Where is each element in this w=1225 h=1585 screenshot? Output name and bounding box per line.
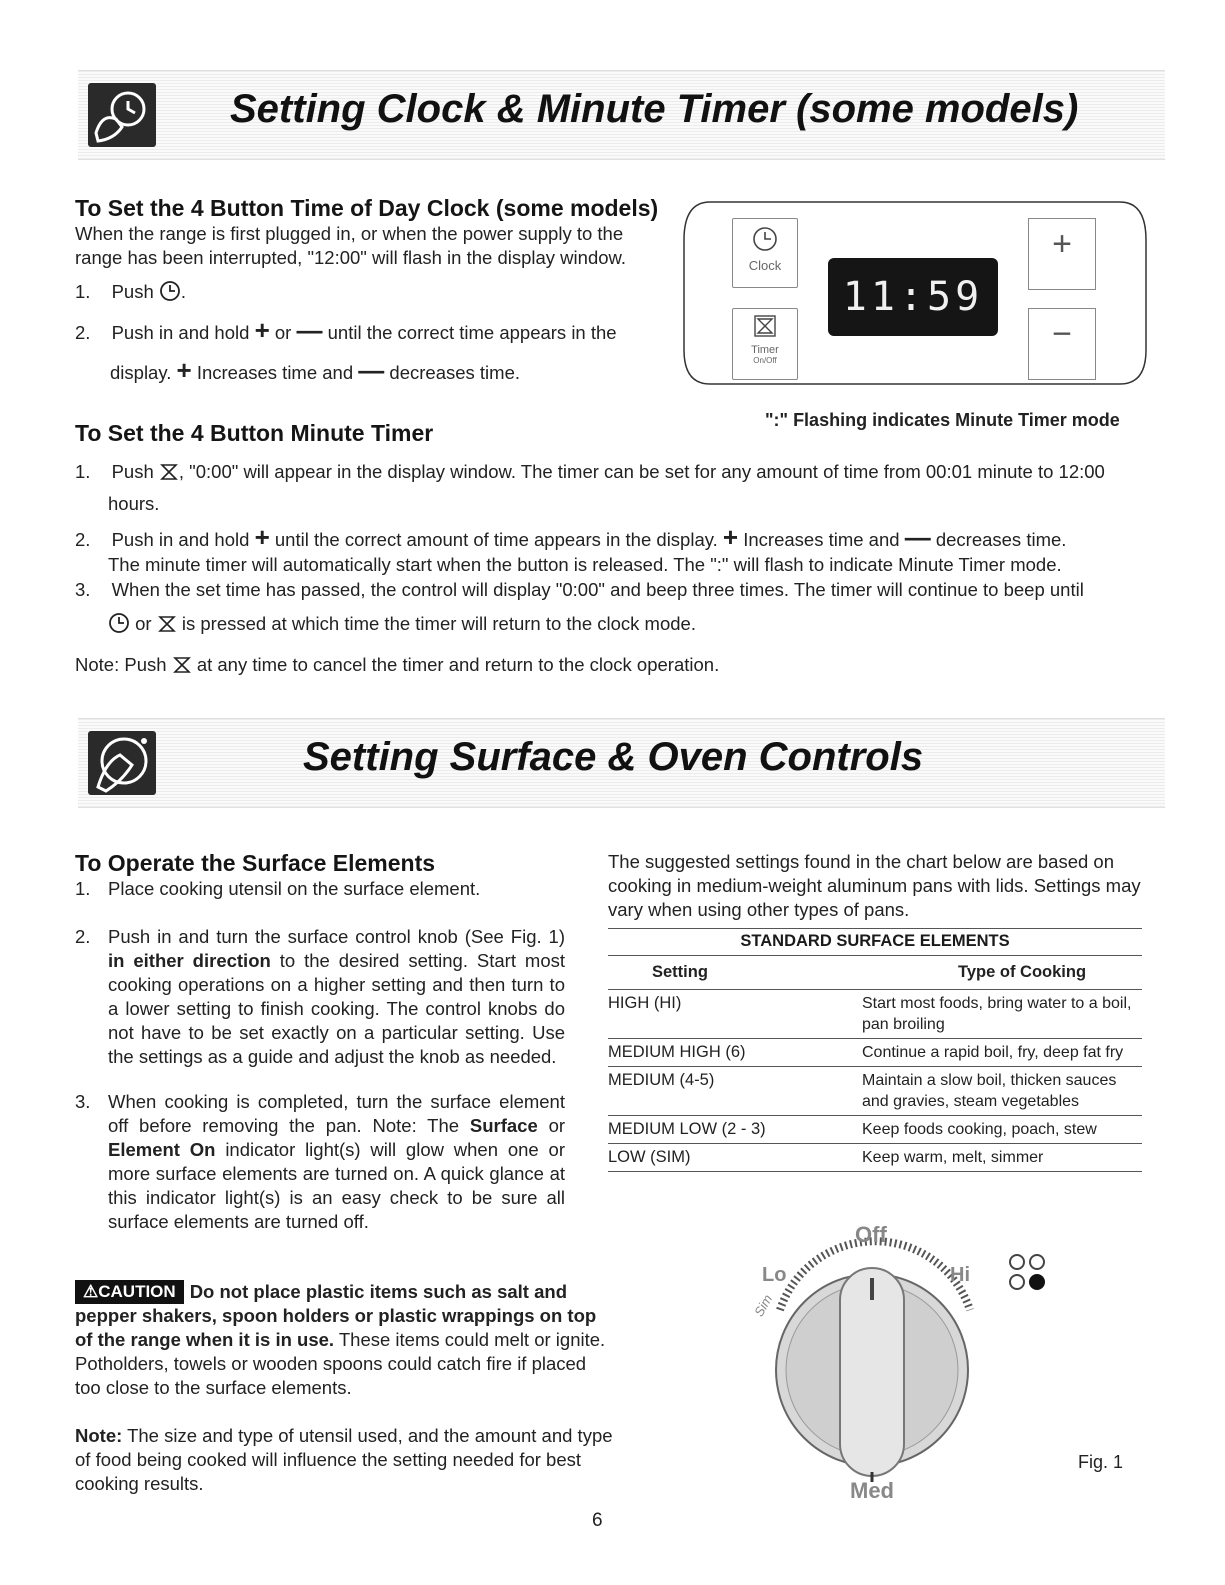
caution-badge: ⚠CAUTION [75, 1280, 184, 1304]
section-banner-controls [78, 718, 1165, 808]
timer-step-1 [75, 460, 1155, 484]
clock-icon [751, 225, 779, 253]
step-text: Increases time and [743, 529, 900, 550]
timer-button-sublabel: On/Off [753, 356, 777, 365]
step-number: 3. [75, 579, 91, 600]
knob-label-sim: Sim [751, 1292, 776, 1319]
setting-cell: MEDIUM HIGH (6) [608, 1039, 862, 1067]
knob-label-hi: Hi [950, 1264, 970, 1286]
clock-button[interactable] [732, 218, 798, 288]
clock-step-2 [75, 315, 675, 345]
surface-heading: To Operate the Surface Elements [75, 850, 436, 876]
hourglass-icon [172, 655, 192, 675]
table-row [608, 1039, 1142, 1067]
step-number: 1. [75, 878, 91, 899]
step-text: When the set time has passed, the control will display "0:00" and beep three times. The timer will continue to beep until [111, 579, 1084, 600]
timer-heading: To Set the 4 Button Minute Timer [75, 420, 434, 446]
step-text: is pressed at which time the timer will return to the clock mode. [181, 613, 696, 634]
clock-button-label: Clock [748, 258, 782, 273]
caution-bold-text: Do not place plastic items such as salt and pepper shakers, spoon holders or plastic wrappings on top of the range when it is in use. [75, 1281, 597, 1350]
col-header-setting: Setting [608, 956, 862, 990]
surface-step-2 [75, 925, 565, 1069]
minus-button[interactable]: − [1028, 308, 1096, 380]
time-display: 11:59 [828, 258, 998, 336]
step-number: 2. [75, 529, 91, 550]
step-text-b: to the desired setting. Start most cooking operations on a higher setting and then turn to a lower setting to finish cooking. The control knobs do not have to be set exactly on a particular setting. Use the settings as a guide and adjust the knob as needed. [108, 950, 566, 1067]
chart-intro: The suggested settings found in the chart below are based on cooking in medium-weight aluminum pans with lids. Settings may vary when using other types of pans. [608, 851, 1141, 920]
hourglass-icon [157, 614, 177, 634]
step-text-bold: Surface [469, 1115, 538, 1136]
note-label: Note: [75, 1425, 123, 1446]
step-text: Increases time and [196, 362, 354, 383]
surface-step-1 [75, 877, 575, 901]
clock-control-panel [680, 200, 1150, 386]
setting-cell: MEDIUM (4-5) [608, 1067, 862, 1116]
plus-icon: + [254, 522, 270, 552]
step-text: or [274, 322, 292, 343]
step-number: 3. [75, 1091, 91, 1112]
step-text: Place cooking utensil on the surface element. [108, 878, 481, 899]
minus-icon: — [904, 522, 931, 552]
table-row [608, 990, 1142, 1039]
step-text: decreases time. [935, 529, 1067, 550]
table-row [608, 1144, 1142, 1172]
hand-knob-icon [88, 731, 156, 795]
step-text-a: Push in and turn the surface control knob (See Fig. 1) [108, 926, 565, 947]
step-text: Push [111, 281, 154, 302]
hands-clock-icon [88, 83, 156, 147]
table-row [608, 1067, 1142, 1116]
clock-step-2-cont [110, 355, 670, 385]
setting-cell: MEDIUM LOW (2 - 3) [608, 1116, 862, 1144]
step-text-b: indicator light(s) will glow when one or more surface elements are turned on. A quick glance at this indicator light(s) is an easy check to be sure all surface elements are turned off. [108, 1139, 565, 1232]
step-text: Push [111, 461, 154, 482]
step-text: Push in and hold [111, 322, 250, 343]
step-text: until the correct amount of time appears in the display. [274, 529, 718, 550]
note-text: Note: Push [75, 654, 167, 675]
minus-icon: — [296, 315, 323, 345]
element-indicator-icon [1007, 1252, 1047, 1292]
knob-label-off: Off [855, 1222, 887, 1247]
plus-icon: + [254, 315, 270, 345]
setting-cell: HIGH (HI) [608, 990, 862, 1039]
step-text: display. [110, 362, 172, 383]
section-banner-clock [78, 70, 1165, 160]
surface-knob-figure [740, 1220, 1010, 1510]
step-text [108, 925, 565, 1069]
type-cell: Start most foods, bring water to a boil, pan broiling [862, 990, 1142, 1039]
settings-table [608, 928, 1142, 1172]
utensil-note [75, 1424, 615, 1496]
timer-button[interactable] [732, 308, 798, 380]
timer-step-3 [75, 578, 1165, 602]
step-number: 1. [75, 281, 91, 302]
timer-button-label: Timer [751, 344, 779, 356]
step-text [108, 1090, 565, 1234]
timer-step-2 [75, 522, 1165, 552]
clock-heading: To Set the 4 Button Time of Day Clock (some models) [75, 195, 659, 221]
figure-label: Fig. 1 [1078, 1452, 1124, 1472]
note-text: The size and type of utensil used, and the amount and type of food being cooked will influence the setting needed for best cooking results. [75, 1425, 613, 1494]
step-text-a: When cooking is completed, turn the surface element off before removing the pan. Note: The [108, 1091, 565, 1136]
table-title: STANDARD SURFACE ELEMENTS [608, 928, 1142, 956]
timer-step-2-cont: The minute timer will automatically start when the button is released. The ":" will flash to indicate Minute Timer mode. [108, 554, 1062, 575]
timer-step-3-cont [108, 612, 1168, 636]
page-number: 6 [592, 1510, 603, 1531]
type-cell: Maintain a slow boil, thicken sauces and gravies, steam vegetables [862, 1067, 1142, 1116]
caution-text: These items could melt or ignite. Potholders, towels or wooden spoons could catch fire if placed too close to the surface elements. [75, 1329, 606, 1398]
settings-grid [608, 956, 1142, 1172]
clock-icon [159, 280, 181, 302]
step-text-bold: Element On [108, 1139, 216, 1160]
caution-block [75, 1280, 615, 1400]
step-text-bold: in either direction [108, 950, 271, 971]
step-number: 2. [75, 926, 91, 947]
panel-caption: ":" Flashing indicates Minute Timer mode [765, 410, 1120, 430]
section-title-controls: Setting Surface & Oven Controls [303, 735, 924, 779]
knob-label-lo: Lo [762, 1264, 787, 1286]
type-cell: Continue a rapid boil, fry, deep fat fry [862, 1039, 1142, 1067]
step-text: until the correct time appears in the [327, 322, 617, 343]
note-text: at any time to cancel the timer and return to the clock operation. [196, 654, 720, 675]
section-title-clock: Setting Clock & Minute Timer (some models) [230, 87, 1079, 131]
col-header-type: Type of Cooking [862, 956, 1142, 990]
knob-label-med: Med [850, 1478, 894, 1503]
table-header-row [608, 956, 1142, 990]
clock-step-1: 1. Push . [75, 281, 187, 302]
hourglass-icon [159, 462, 179, 482]
plus-icon: + [722, 522, 739, 552]
hourglass-icon [752, 313, 778, 339]
plus-icon: + [176, 355, 192, 385]
step-text: Push in and hold [111, 529, 250, 550]
clock-icon [108, 612, 130, 634]
clock-intro: When the range is first plugged in, or when the power supply to the range has been interrupted, "12:00" will flash in the display window. [75, 223, 626, 268]
setting-cell: LOW (SIM) [608, 1144, 862, 1172]
step-number: 2. [75, 322, 91, 343]
step-text-or: or [548, 1115, 566, 1136]
surface-step-3 [75, 1090, 565, 1234]
step-number: 1. [75, 461, 91, 482]
step-text: , "0:00" will appear in the display window. The timer can be set for any amount of time from 00:01 minute to 12:00 [178, 461, 1105, 482]
timer-step-1-cont: hours. [108, 493, 160, 514]
table-row [608, 1116, 1142, 1144]
timer-note [75, 653, 1135, 677]
type-cell: Keep foods cooking, poach, stew [862, 1116, 1142, 1144]
plus-button[interactable]: + [1028, 218, 1096, 290]
minus-icon: — [358, 355, 385, 385]
type-cell: Keep warm, melt, simmer [862, 1144, 1142, 1172]
step-text: decreases time. [389, 362, 521, 383]
step-text: or [135, 613, 152, 634]
